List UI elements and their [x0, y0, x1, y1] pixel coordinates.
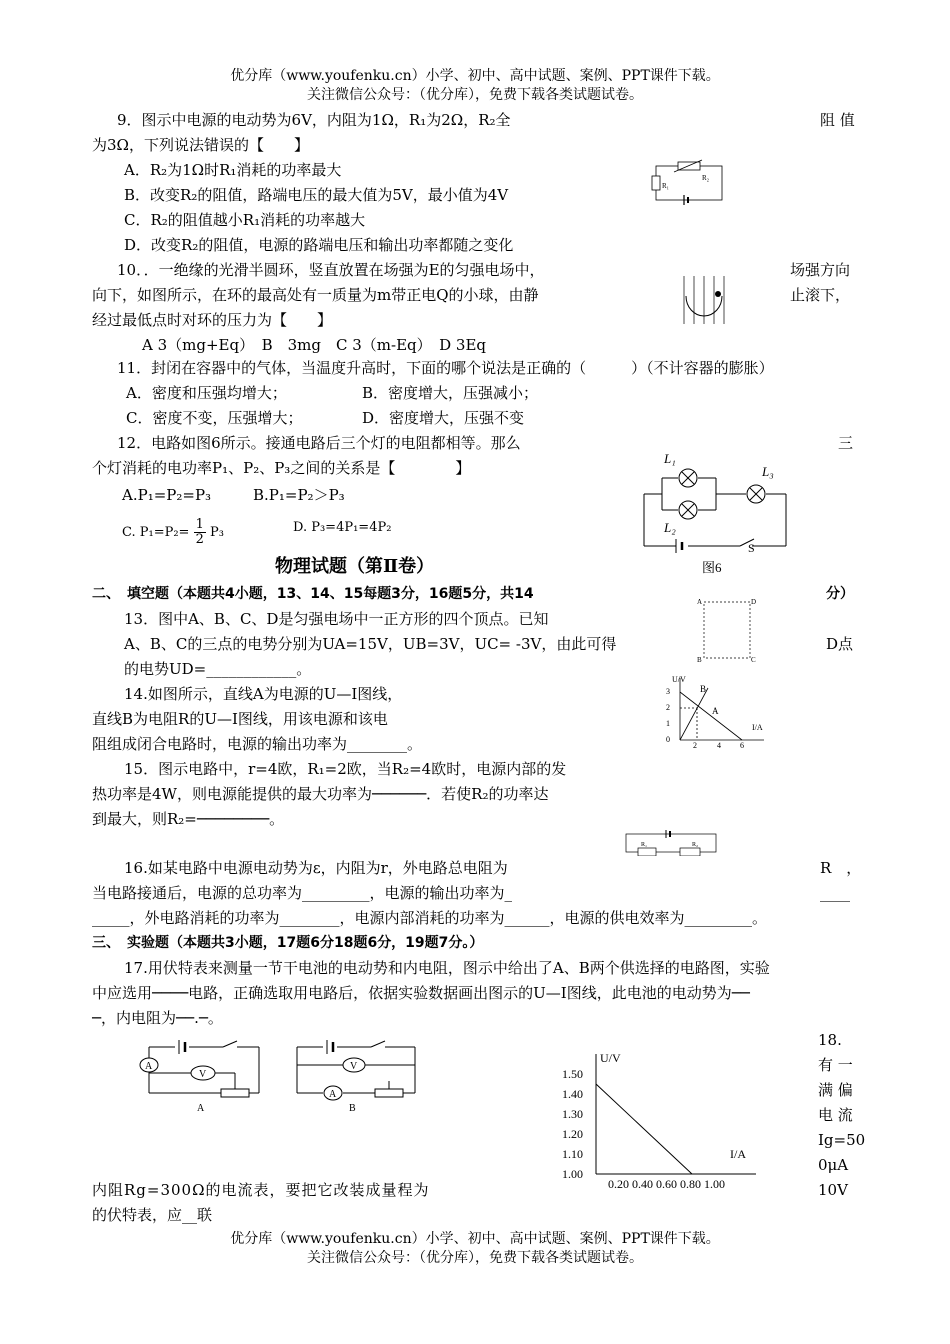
q10-stem-2-right: 止滚下，	[790, 286, 851, 304]
q13-square-figure	[696, 594, 758, 666]
q10-ring-figure	[676, 272, 736, 328]
q11-option-a: A．密度和压强均增大；	[126, 384, 287, 402]
q18-side-5: 0μA	[818, 1156, 849, 1174]
part3-section-heading: 三、 实验题（本题共3小题，17题6分18题6分，19题7分。）	[92, 935, 484, 951]
q17-b-label: B	[349, 1103, 356, 1114]
q17-circuit-b	[293, 1035, 423, 1115]
q13-fig-a: A	[697, 598, 703, 606]
q14-line-2: 直线B为电阻R的U—I图线，用该电源和该电	[92, 710, 388, 728]
q13-fig-d: D	[751, 598, 757, 606]
q14-xlabel: I/A	[752, 723, 763, 732]
q14-xtick-2: 2	[693, 741, 697, 750]
q12-option-c-prefix: C. P₁=P₂=	[122, 525, 190, 540]
q14-ytick-3: 3	[666, 687, 670, 696]
q10-stem-2: 向下，如图所示，在环的最高处有一质量为m带正电Q的小球，由静	[92, 286, 539, 304]
q18-side-4: Ig=50	[818, 1131, 866, 1149]
q17-chart-xtick: 0.80	[680, 1177, 701, 1191]
part2-section-heading-right: 分）	[826, 586, 854, 602]
q13-line-2: A、B、C的三点的电势分别为UA=15V，UB=3V，UC= -3V，由此可得	[124, 635, 617, 653]
q13-fig-c: C	[751, 656, 756, 664]
q14-xtick-6: 6	[740, 741, 744, 750]
q14-line-a-label: A	[712, 706, 719, 716]
q14-ui-graph	[660, 674, 770, 750]
q17-line-2: 中应选用────电路，正确选取用电路后，依据实验数据画出图示的U—I图线，此电池的电动势为──	[92, 984, 750, 1002]
q11-option-d: D．密度增大，压强不变	[362, 409, 525, 427]
q15-line-1: 15．图示电路中，r=4欧，R₁=2欧，当R₂=4欧时，电源内部的发	[124, 760, 567, 778]
q15-fig-r2: R₂	[692, 842, 699, 848]
q15-fig-r1: R₁	[641, 842, 648, 848]
q9-option-b: B．改变R₂的阻值，路端电压的最大值为5V，最小值为4V	[124, 186, 509, 204]
q17-chart-series-line	[596, 1084, 692, 1174]
q15-line-2: 热功率是4W，则电源能提供的最大功率为──────．若使R₂的功率达	[92, 785, 549, 803]
q14-xtick-4: 4	[717, 741, 721, 750]
q17-chart-xlabel: I/A	[730, 1147, 746, 1161]
q17-chart-ytick: 1.30	[562, 1107, 583, 1121]
q17-chart-xtick: 0.40	[632, 1177, 653, 1191]
q17-chart-ytick: 1.40	[562, 1087, 583, 1101]
q17-chart-ylabel: U/V	[600, 1051, 621, 1065]
q13-line-1: 13．图中A、B、C、D是匀强电场中一正方形的四个顶点。已知	[124, 610, 549, 628]
q13-fig-b: B	[697, 656, 702, 664]
q14-ytick-2: 2	[666, 703, 670, 712]
q18-line-b-end: 联	[197, 1206, 213, 1224]
q10-stem-3: 经过最低点时对环的压力为【 】	[92, 311, 333, 329]
header-line-2: 关注微信公众号：（优分库），免费下载各类试题试卷。	[307, 87, 643, 103]
q13-line-2-right: D点	[826, 635, 854, 653]
q18-side-3: 电 流	[818, 1106, 853, 1124]
q14-line-b-label: B	[700, 684, 707, 694]
q17-line-1: 17.用伏特表来测量一节干电池的电动势和内电阻，图示中给出了A、B两个供选择的电路图，实验	[124, 959, 770, 977]
q15-circuit-figure	[622, 828, 722, 856]
q16-line-1-right: R ，	[820, 859, 862, 877]
q17-b-ammeter: A	[329, 1089, 337, 1100]
q17-chart-ytick: 1.00	[562, 1167, 583, 1181]
q10-stem-1-right: 场强方向	[790, 261, 851, 279]
q17-chart-ytick: 1.20	[562, 1127, 583, 1141]
q9-fig-r1-label: R₁	[662, 182, 670, 190]
q12-c-numerator: 1	[195, 517, 204, 532]
q11-stem: 11．封闭在容器中的气体，当温度升高时，下面的哪个说法是正确的（ ）（不计容器的膨胀）	[117, 359, 774, 377]
q9-stem-2: 为3Ω，下列说法错误的【 】	[92, 136, 309, 154]
q17-ui-chart	[560, 1048, 760, 1192]
footer-line-1: 优分库（www.youfenku.cn）小学、初中、高中试题、案例、PPT课件下载。	[230, 1231, 720, 1247]
q18-line-b	[92, 1205, 212, 1225]
q12-c-denominator: 2	[195, 532, 204, 547]
q11-option-c: C．密度不变，压强增大；	[126, 409, 303, 427]
q10-stem-1: 10．．一绝缘的光滑半圆环，竖直放置在场强为E的匀强电场中，	[117, 261, 545, 279]
q12-stem-1: 12．电路如图6所示。接通电路后三个灯的电阻都相等。那么	[117, 434, 521, 452]
q17-chart-xtick: 0.60	[656, 1177, 677, 1191]
q9-circuit-figure	[650, 158, 730, 208]
q18-line-a: 内阻Rg=300Ω的电流表，要把它改装成量程为	[92, 1181, 430, 1199]
q12-option-d: D. P₃=4P₁=4P₂	[293, 520, 392, 535]
q9-option-c: C．R₂的阻值越小R₁消耗的功率越大	[124, 211, 366, 229]
q9-option-a: A．R₂为1Ω时R₁消耗的功率最大	[124, 161, 342, 179]
q16-line-1: 16.如某电路中电源电动势为ε，内阻为r，外电路总电阻为	[124, 859, 508, 877]
q10-options: A 3（mg+Eq） B 3mg C 3（m-Eq） D 3Eq	[142, 336, 487, 354]
q12-option-a: A.P₁=P₂=P₃	[122, 486, 212, 504]
q14-ytick-1: 1	[666, 719, 670, 728]
q9-stem-1: 9．图示中电源的电动势为6V，内阻为1Ω，R₁为2Ω，R₂全	[117, 111, 511, 129]
q18-line-b-blank: __	[182, 1206, 198, 1224]
q18-side-6: 10V	[818, 1181, 848, 1199]
q9-fig-r2-label: R₂	[702, 174, 710, 182]
header-line-1: 优分库（www.youfenku.cn）小学、初中、高中试题、案例、PPT课件下载。	[230, 68, 720, 84]
q11-option-b: B．密度增大，压强减小；	[362, 384, 539, 402]
q12-option-c	[122, 518, 224, 547]
q15-line-3: 到最大，则R₂=────────。	[92, 810, 285, 828]
q17-a-voltmeter: V	[199, 1069, 207, 1080]
part2-section-heading: 二、 填空题（本题共4小题，13、14、15每题3分，16题5分，共14	[92, 586, 534, 602]
q17-a-ammeter: A	[145, 1061, 153, 1072]
q18-side-0: 18.	[818, 1031, 842, 1049]
q12-stem-2: 个灯消耗的电功率P₁、P₂、P₃之间的关系是【 】	[92, 459, 471, 477]
q16-line-2: 当电路接通后，电源的总功率为_________，电源的输出功率为_	[92, 884, 513, 902]
q17-line-3: ─，内电阻为──.─。	[92, 1009, 223, 1027]
q12-fig-l3: L₃	[762, 464, 774, 479]
q12-stem-1-right: 三	[838, 434, 854, 452]
q14-line-1: 14.如图所示，直线A为电源的U—I图线，	[124, 685, 403, 703]
q18-line-b-text: 的伏特表，应	[92, 1206, 183, 1224]
q9-option-d: D．改变R₂的阻值，电源的路端电压和输出功率都随之变化	[124, 236, 514, 254]
q14-ylabel: U/V	[672, 675, 686, 684]
q12-fig-l2: L₂	[664, 520, 676, 535]
q12-option-c-suffix: P₃	[210, 525, 224, 540]
q17-chart-ytick: 1.50	[562, 1067, 583, 1081]
q12-fig-caption: 图6	[702, 560, 722, 575]
q14-xtick-0: 0	[666, 735, 670, 744]
q16-line-2-right: ____	[820, 884, 850, 902]
q17-circuit-a	[135, 1035, 265, 1115]
q13-line-3: 的电势UD=____________。	[124, 660, 312, 678]
q17-b-voltmeter: V	[350, 1061, 358, 1072]
footer-line-2: 关注微信公众号：（优分库），免费下载各类试题试卷。	[307, 1250, 643, 1266]
q18-side-1: 有 一	[818, 1056, 853, 1074]
q12-fig-l1: L₁	[664, 451, 676, 466]
q17-chart-ytick: 1.10	[562, 1147, 583, 1161]
q12-circuit-figure	[638, 448, 818, 578]
q17-chart-xtick: 1.00	[704, 1177, 725, 1191]
q18-side-2: 满 偏	[818, 1081, 853, 1099]
q12-option-b: B.P₁=P₂＞P₃	[253, 486, 345, 504]
q17-a-label: A	[197, 1103, 205, 1114]
q14-line-3: 阻组成闭合电路时，电源的输出功率为________。	[92, 735, 423, 753]
part2-title: 物理试题（第Ⅱ卷）	[275, 556, 435, 577]
q12-fig-switch: S	[748, 541, 755, 555]
q17-chart-xtick: 0.20	[608, 1177, 629, 1191]
q16-line-3: _____，外电路消耗的功率为________，电源内部消耗的功率为______，电源的供电效率为_________。	[92, 909, 768, 927]
q9-stem-1-right: 阻 值	[820, 111, 855, 129]
